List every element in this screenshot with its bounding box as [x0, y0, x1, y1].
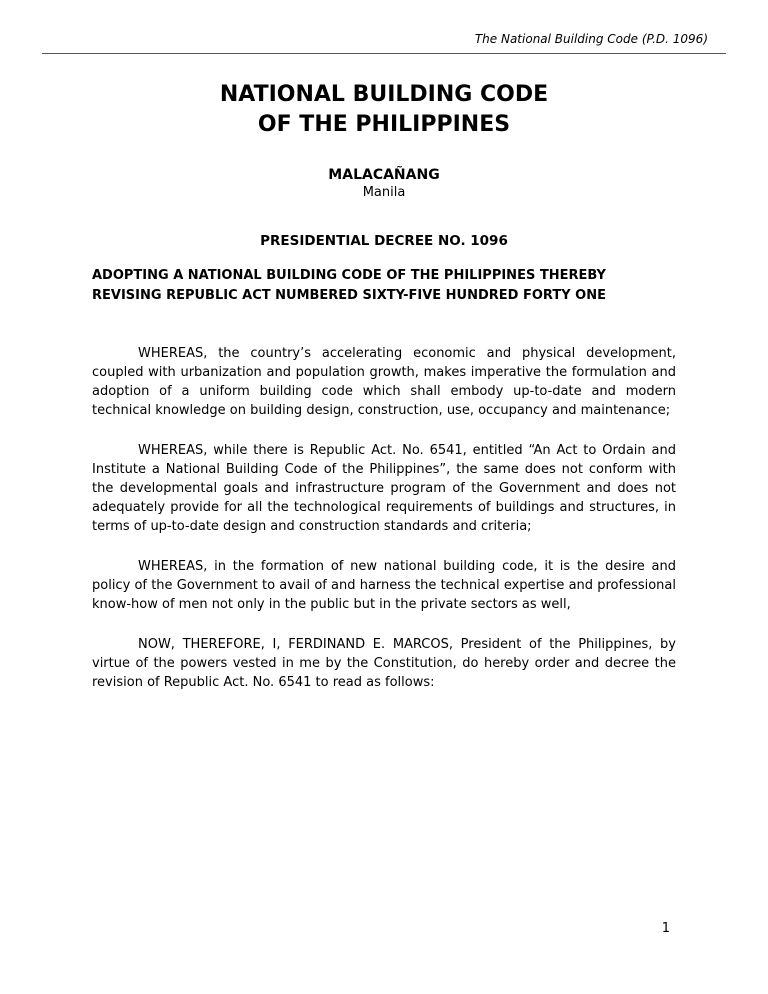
paragraph-whereas-1: WHEREAS, the country’s accelerating economic and physical development, coupled with urbanization and population growth, makes imperative the formulation and adoption of a uniform building code which shall embody up-to-date and modern technical knowledge on building design, construction, use, occupancy and maintenance; — [92, 346, 676, 419]
issuing-city: Manila — [362, 185, 406, 201]
decree-heading: PRESIDENTIAL DECREE NO. 1096 — [260, 233, 508, 250]
document-title-line1: NATIONAL BUILDING CODE — [219, 82, 549, 107]
running-header: The National Building Code (P.D. 1096) — [42, 32, 726, 54]
decree-subject: ADOPTING A NATIONAL BUILDING CODE OF THE PHILIPPINES THEREBY REVISING REPUBLIC ACT NUMBERED SIXTY-FIVE HUNDRED FORTY ONE — [92, 268, 606, 303]
issuing-palace: MALACAÑANG — [328, 167, 440, 184]
paragraph-whereas-2: WHEREAS, while there is Republic Act. No. 6541, entitled “An Act to Ordain and Institute a National Building Code of the Philippines”, the same does not conform with the developmental goals and infrastructure program of the Government and does not adequately provide for all the technological requirements of buildings and structures, in terms of up-to-date design and construction standards and criteria; — [92, 443, 676, 535]
document-title-line2: OF THE PHILIPPINES — [257, 111, 511, 137]
paragraph-now-therefore: NOW, THEREFORE, I, FERDINAND E. MARCOS, President of the Philippines, by virtue of the powers vested in me by the Constitution, do hereby order and decree the revision of Republic Act. No. 6541 to read as follows: — [92, 637, 676, 690]
paragraph-whereas-3: WHEREAS, in the formation of new national building code, it is the desire and policy of the Government to avail of and harness the technical expertise and professional know-how of men not only in the public but in the private sectors as well, — [92, 559, 676, 613]
page-number: 1 — [661, 921, 670, 936]
body-paragraphs — [92, 345, 676, 693]
page-content — [0, 80, 768, 693]
document-title — [92, 80, 676, 139]
